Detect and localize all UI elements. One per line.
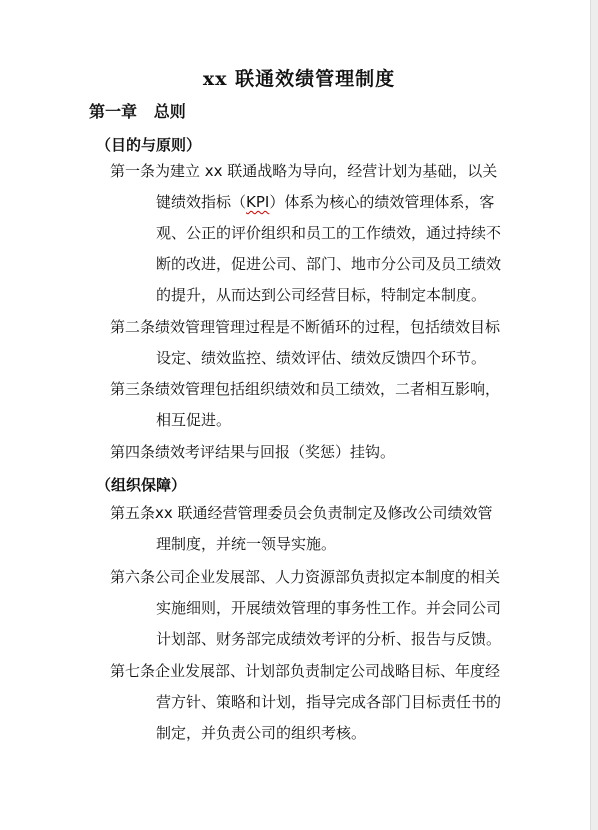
- article-3: [110, 374, 530, 436]
- section-heading-purpose: （目的与原则）: [96, 136, 202, 154]
- article-6-line-3: 计划部、财务部完成绩效考评的分析、报告与反馈。: [156, 630, 502, 648]
- article-5-line-2: 理制度，并统一领导实施。: [156, 535, 337, 553]
- article-7-line-3: 制定，并负责公司的组织考核。: [156, 724, 367, 742]
- article-7: [110, 656, 530, 749]
- article-4: [110, 437, 530, 468]
- article-1: [110, 156, 530, 311]
- article-6-line-1: 第六条公司企业发展部、人力资源部负责拟定本制度的相关: [110, 568, 501, 586]
- article-1-line-2-b: ）体系为核心的绩效管理体系，客: [269, 193, 495, 211]
- article-3-line-2: 相互促进。: [156, 411, 232, 429]
- article-6: [110, 562, 530, 655]
- article-1-line-2: [110, 187, 530, 218]
- page-edge: [590, 0, 598, 830]
- kpi-term: KPI: [246, 193, 270, 211]
- article-4-line-1: 第四条绩效考评结果与回报（奖惩）挂钩。: [110, 443, 396, 461]
- article-1-line-5: 的提升，从而达到公司经营目标，特制定本制度。: [156, 286, 487, 304]
- article-1-line-2-a: 键绩效指标（: [156, 193, 247, 211]
- article-5-line-1: 第五条xx 联通经营管理委员会负责制定及修改公司绩效管: [110, 504, 493, 522]
- article-6-line-2: 实施细则，开展绩效管理的事务性工作。并会同公司: [156, 599, 502, 617]
- article-7-line-1: 第七条企业发展部、计划部负责制定公司战略目标、年度经: [110, 662, 501, 680]
- article-1-line-4: 断的改进，促进公司、部门、地市分公司及员工绩效: [156, 255, 502, 273]
- document-title: xx 联通效绩管理制度: [202, 68, 396, 90]
- section-heading-organization: （组织保障）: [96, 476, 187, 494]
- article-2-line-2: 设定、绩效监控、绩效评估、绩效反馈四个环节。: [156, 349, 487, 367]
- article-1-line-3: 观、公正的评价组织和员工的工作绩效，通过持续不: [156, 224, 502, 242]
- article-2-line-1: 第二条绩效管理管理过程是不断循环的过程，包括绩效目标: [110, 318, 501, 336]
- article-2: [110, 312, 530, 374]
- article-7-line-2: 营方针、策略和计划，指导完成各部门目标责任书的: [156, 693, 502, 711]
- article-1-line-1: 第一条为建立 xx 联通战略为导向，经营计划为基础，以关: [110, 162, 498, 180]
- article-5: [110, 498, 530, 560]
- chapter-heading: 第一章 总则: [89, 102, 186, 121]
- article-3-line-1: 第三条绩效管理包括组织绩效和员工绩效，二者相互影响，: [110, 380, 501, 398]
